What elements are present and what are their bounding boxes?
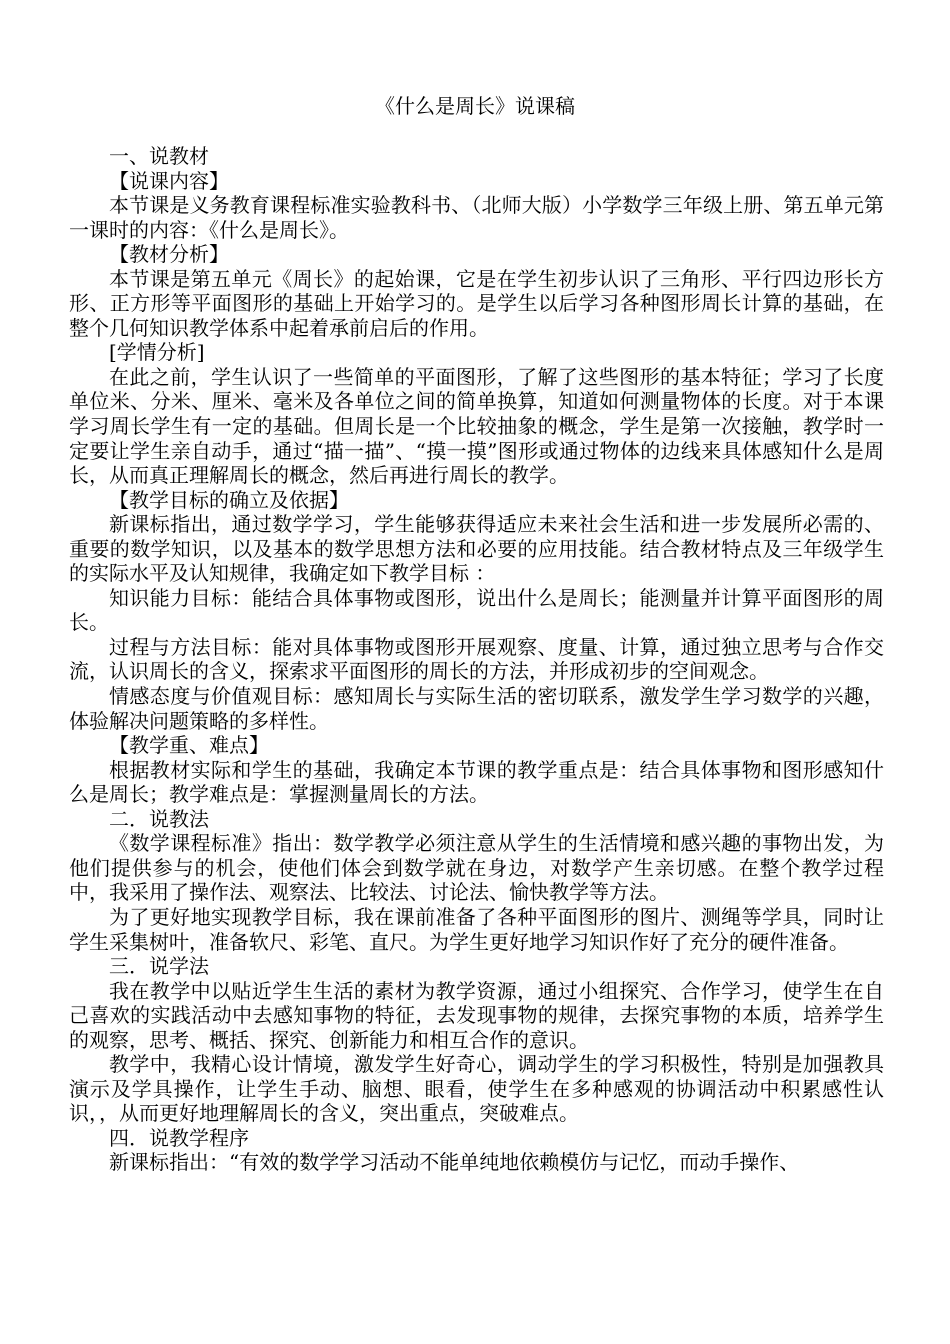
paragraph-process-goal: 过程与方法目标：能对具体事物或图形开展观察、度量、计算，通过独立思考与合作交流，认识周长的含义，探索求平面图形的周长的方法，并形成初步的空间观念。 bbox=[69, 634, 884, 684]
paragraph-teaching-goals: 新课标指出，通过数学学习，学生能够获得适应未来社会生活和进一步发展所必需的、重要的数学知识，以及基本的数学思想方法和必要的应用技能。结合教材特点及三年级学生的实际水平及认知规律，我确定如下教学目标 ： bbox=[69, 512, 884, 586]
subheading-teaching-goals: 【教学目标的确立及依据】 bbox=[109, 487, 349, 512]
paragraph-key-points: 根据教材实际和学生的基础，我确定本节课的教学重点是：结合具体事物和图形感知什么是周长；教学难点是：掌握测量周长的方法。 bbox=[69, 757, 884, 807]
subheading-student-analysis: [学情分析] bbox=[109, 340, 205, 365]
paragraph-teaching-method-2: 为了更好地实现教学目标，我在课前准备了各种平面图形的图片、测绳等学具，同时让学生采集树叶，准备软尺、彩笔、直尺。为学生更好地学习知识作好了充分的硬件准备。 bbox=[69, 904, 884, 954]
document-title: 《什么是周长》说课稿 bbox=[375, 94, 575, 118]
subheading-material-analysis: 【教材分析】 bbox=[109, 242, 229, 267]
document-body bbox=[69, 144, 884, 1175]
section-heading-teaching-method: 二．说教法 bbox=[109, 806, 209, 831]
section-heading-teaching-procedure: 四．说教学程序 bbox=[109, 1125, 249, 1150]
paragraph-learning-method-1: 我在教学中以贴近学生生活的素材为教学资源，通过小组探究、合作学习，使学生在自己喜欢的实践活动中去感知事物的特征，去发现事物的规律，去探究事物的本质，培养学生的观察，思考、概括、探究、创新能力和相互合作的意识。 bbox=[69, 978, 884, 1052]
paragraph-teaching-method-1: 《数学课程标准》指出：数学教学必须注意从学生的生活情境和感兴趣的事物出发，为他们提供参与的机会，使他们体会到数学就在身边，对数学产生亲切感。在整个教学过程中，我采用了操作法、观察法、比较法、讨论法、愉快教学等方法。 bbox=[69, 831, 884, 905]
paragraph-knowledge-goal: 知识能力目标：能结合具体事物或图形，说出什么是周长；能测量并计算平面图形的周长。 bbox=[69, 585, 884, 635]
paragraph-lesson-content: 本节课是义务教育课程标准实验教科书、（北师大版）小学数学三年级上册、第五单元第一课时的内容：《什么是周长》。 bbox=[69, 193, 884, 242]
paragraph-material-analysis: 本节课是第五单元《周长》的起始课，它是在学生初步认识了三角形、平行四边形长方形、正方形等平面图形的基础上开始学习的。是学生以后学习各种图形周长计算的基础，在整个几何知识教学体系中起着承前启后的作用。 bbox=[69, 266, 884, 340]
subheading-lesson-content: 【说课内容】 bbox=[109, 168, 229, 193]
paragraph-student-analysis: 在此之前，学生认识了一些简单的平面图形，了解了这些图形的基本特征；学习了长度单位米、分米、厘米、毫米及各单位之间的简单换算，知道如何测量物体的长度。对于本课学习周长学生有一定的基础。但周长是一个比较抽象的概念，学生是第一次接触，教学时一定要让学生亲自动手，通过“描一描”、“摸一摸”图形或通过物体的边线来具体感知什么是周长，从而真正理解周长的概念，然后再进行周长的教学。 bbox=[69, 364, 884, 488]
paragraph-teaching-procedure: 新课标指出：“有效的数学学习活动不能单纯地依赖模仿与记忆，而动手操作、 bbox=[109, 1150, 800, 1175]
paragraph-emotion-goal: 情感态度与价值观目标：感知周长与实际生活的密切联系，激发学生学习数学的兴趣，体验解决问题策略的多样性。 bbox=[69, 684, 884, 733]
section-heading-learning-method: 三．说学法 bbox=[109, 954, 209, 979]
subheading-key-points: 【教学重、难点】 bbox=[109, 733, 269, 758]
section-heading-teaching-material: 一、说教材 bbox=[109, 144, 209, 168]
paragraph-learning-method-2: 教学中，我精心设计情境，激发学生好奇心，调动学生的学习积极性，特别是加强教具演示及学具操作，让学生手动、脑想、眼看，使学生在多种感观的协调活动中积累感性认识，，从而更好地理解周长的含义，突出重点，突破难点。 bbox=[69, 1052, 884, 1126]
